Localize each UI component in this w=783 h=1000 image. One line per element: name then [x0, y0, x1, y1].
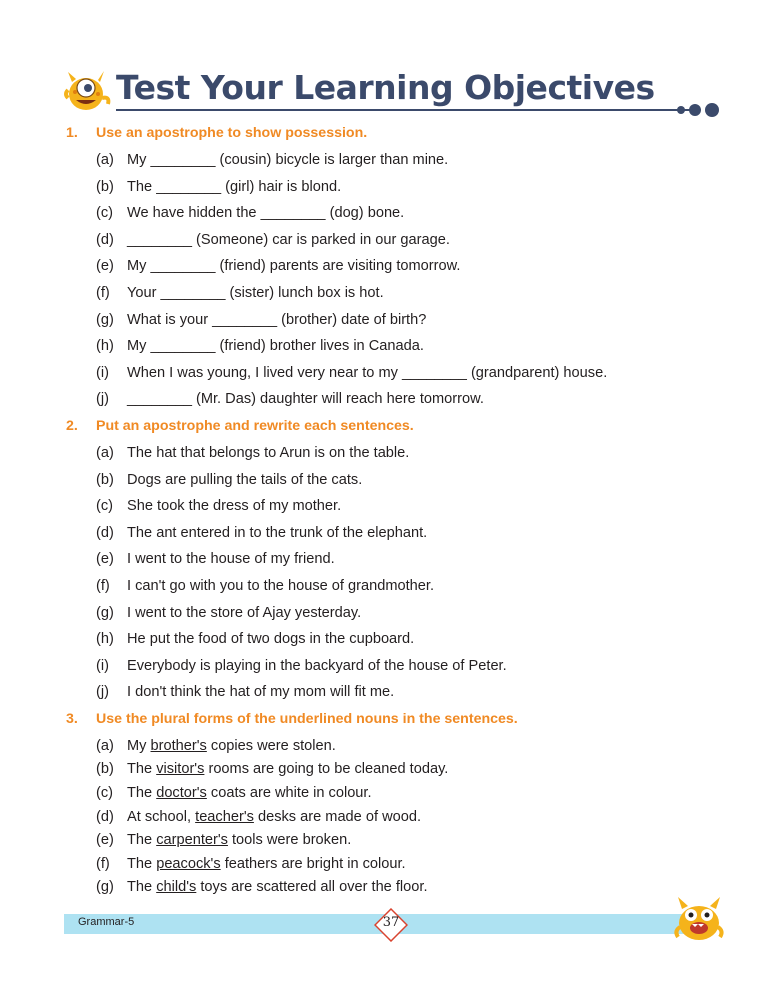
item-text: ________ (Someone) car is parked in our garage.	[127, 231, 450, 248]
item-label: (c)	[96, 205, 114, 222]
page-title: Test Your Learning Objectives	[116, 68, 655, 107]
item-text: The hat that belongs to Arun is on the table.	[127, 444, 410, 461]
item-label: (h)	[96, 631, 114, 648]
item-text: I don't think the hat of my mom will fit me.	[127, 684, 395, 701]
exercise-item	[66, 335, 746, 362]
item-label: (g)	[96, 311, 114, 328]
item-label: (g)	[96, 879, 114, 896]
item-label: (f)	[96, 855, 110, 872]
underlined-noun: visitor's	[156, 761, 205, 778]
item-label: (e)	[96, 832, 114, 849]
underlined-noun: doctor's	[156, 785, 207, 802]
item-text: My ________ (friend) brother lives in Canada.	[127, 338, 424, 355]
exercise-item	[66, 829, 746, 853]
item-label: (d)	[96, 524, 114, 541]
item-text: He put the food of two dogs in the cupboard.	[127, 631, 415, 648]
item-label: (b)	[96, 178, 114, 195]
underlined-noun: peacock's	[156, 855, 221, 872]
exercise-item	[66, 442, 746, 469]
section-heading-text: Use an apostrophe to show possession.	[96, 125, 368, 141]
item-label: (d)	[96, 808, 114, 825]
footer-label: Grammar-5	[78, 916, 135, 928]
item-label: (e)	[96, 551, 114, 568]
item-text: Dogs are pulling the tails of the cats.	[127, 471, 363, 488]
exercise-item	[66, 602, 746, 629]
exercise-item	[66, 628, 746, 655]
item-text: Everybody is playing in the backyard of the house of Peter.	[127, 657, 507, 674]
item-text: The ant entered in to the trunk of the elephant.	[127, 524, 428, 541]
item-label: (f)	[96, 284, 110, 301]
item-label: (a)	[96, 152, 114, 168]
exercise-item	[66, 495, 746, 522]
section-heading-text: Use the plural forms of the underlined nouns in the sentences.	[96, 710, 518, 727]
exercise-content	[66, 122, 746, 900]
exercise-item	[66, 229, 746, 256]
item-text: We have hidden the ________ (dog) bone.	[127, 205, 405, 222]
exercise-item	[66, 388, 746, 415]
section-number: 3.	[66, 710, 78, 727]
item-text-after: copies were stolen.	[206, 737, 336, 754]
item-label: (a)	[96, 737, 114, 754]
section-heading	[66, 708, 746, 735]
exercise-item	[66, 806, 746, 830]
item-text-after: desks are made of wood.	[253, 808, 422, 825]
underlined-noun: brother's	[150, 737, 207, 754]
item-text: I can't go with you to the house of grandmother.	[127, 577, 435, 594]
item-label: (g)	[96, 604, 114, 621]
item-label: (j)	[96, 684, 109, 701]
item-label: (a)	[96, 444, 114, 461]
item-text-before: The	[127, 761, 157, 778]
section-heading	[66, 122, 746, 149]
section-number: 2.	[66, 417, 78, 434]
item-label: (h)	[96, 338, 114, 355]
exercise-item	[66, 575, 746, 602]
section-heading	[66, 415, 746, 442]
exercise-item	[66, 735, 746, 759]
item-label: (j)	[96, 391, 109, 408]
item-text-after: feathers are bright in colour.	[220, 855, 406, 872]
item-text-before: The	[127, 855, 157, 872]
item-text-before: The	[127, 785, 157, 802]
exercise-item	[66, 681, 746, 708]
exercise-item	[66, 782, 746, 806]
section-heading-text: Put an apostrophe and rewrite each sentences.	[96, 417, 414, 434]
monster-mascot-icon	[62, 64, 114, 116]
item-text: I went to the store of Ajay yesterday.	[127, 604, 362, 621]
item-label: (b)	[96, 761, 114, 778]
exercise-item	[66, 176, 746, 203]
section-2	[66, 415, 746, 708]
item-text: She took the dress of my mother.	[127, 498, 342, 515]
item-text: Your ________ (sister) lunch box is hot.	[127, 284, 384, 301]
section-3	[66, 708, 746, 900]
exercise-item	[66, 255, 746, 282]
item-text-after: tools were broken.	[227, 832, 352, 849]
item-text: My ________ (friend) parents are visiting tomorrow.	[127, 258, 461, 275]
exercise-item	[66, 522, 746, 549]
item-label: (c)	[96, 785, 114, 802]
item-label: (d)	[96, 231, 114, 248]
item-text-before: My	[127, 737, 151, 754]
item-text-before: At school,	[127, 808, 196, 825]
exercise-item	[66, 202, 746, 229]
page-header	[62, 62, 722, 122]
item-text: When I was young, I lived very near to my ________ (grandparent) house.	[127, 364, 608, 381]
decorative-dots-icon	[676, 100, 722, 120]
item-text: I went to the house of my friend.	[127, 551, 335, 568]
monster-mascot-icon	[672, 893, 726, 943]
item-text-before: The	[127, 879, 157, 896]
item-text-after: toys are scattered all over the floor.	[196, 879, 428, 896]
item-text: The ________ (girl) hair is blond.	[127, 178, 342, 195]
underlined-noun: child's	[156, 879, 197, 896]
exercise-item	[66, 362, 746, 389]
item-text: My ________ (cousin) bicycle is larger than mine.	[127, 152, 449, 168]
underlined-noun: teacher's	[195, 808, 254, 825]
item-label: (i)	[96, 364, 109, 381]
exercise-item	[66, 758, 746, 782]
item-label: (f)	[96, 577, 110, 594]
page-number: 37	[382, 915, 400, 930]
item-text: What is your ________ (brother) date of birth?	[127, 311, 427, 328]
underlined-noun: carpenter's	[156, 832, 228, 849]
exercise-item	[66, 548, 746, 575]
exercise-item	[66, 655, 746, 682]
item-label: (i)	[96, 657, 109, 674]
exercise-item	[66, 853, 746, 877]
item-label: (b)	[96, 471, 114, 488]
exercise-item	[66, 309, 746, 336]
item-text-after: coats are white in colour.	[206, 785, 372, 802]
item-label: (e)	[96, 258, 114, 275]
exercise-item	[66, 149, 746, 176]
item-text: ________ (Mr. Das) daughter will reach here tomorrow.	[127, 391, 484, 408]
item-text-before: The	[127, 832, 157, 849]
item-label: (c)	[96, 498, 114, 515]
item-text-after: rooms are going to be cleaned today.	[204, 761, 449, 778]
exercise-item	[66, 876, 746, 900]
exercise-item	[66, 282, 746, 309]
title-underline	[116, 109, 694, 111]
section-1	[66, 122, 746, 415]
exercise-item	[66, 469, 746, 496]
section-number: 1.	[66, 125, 78, 141]
